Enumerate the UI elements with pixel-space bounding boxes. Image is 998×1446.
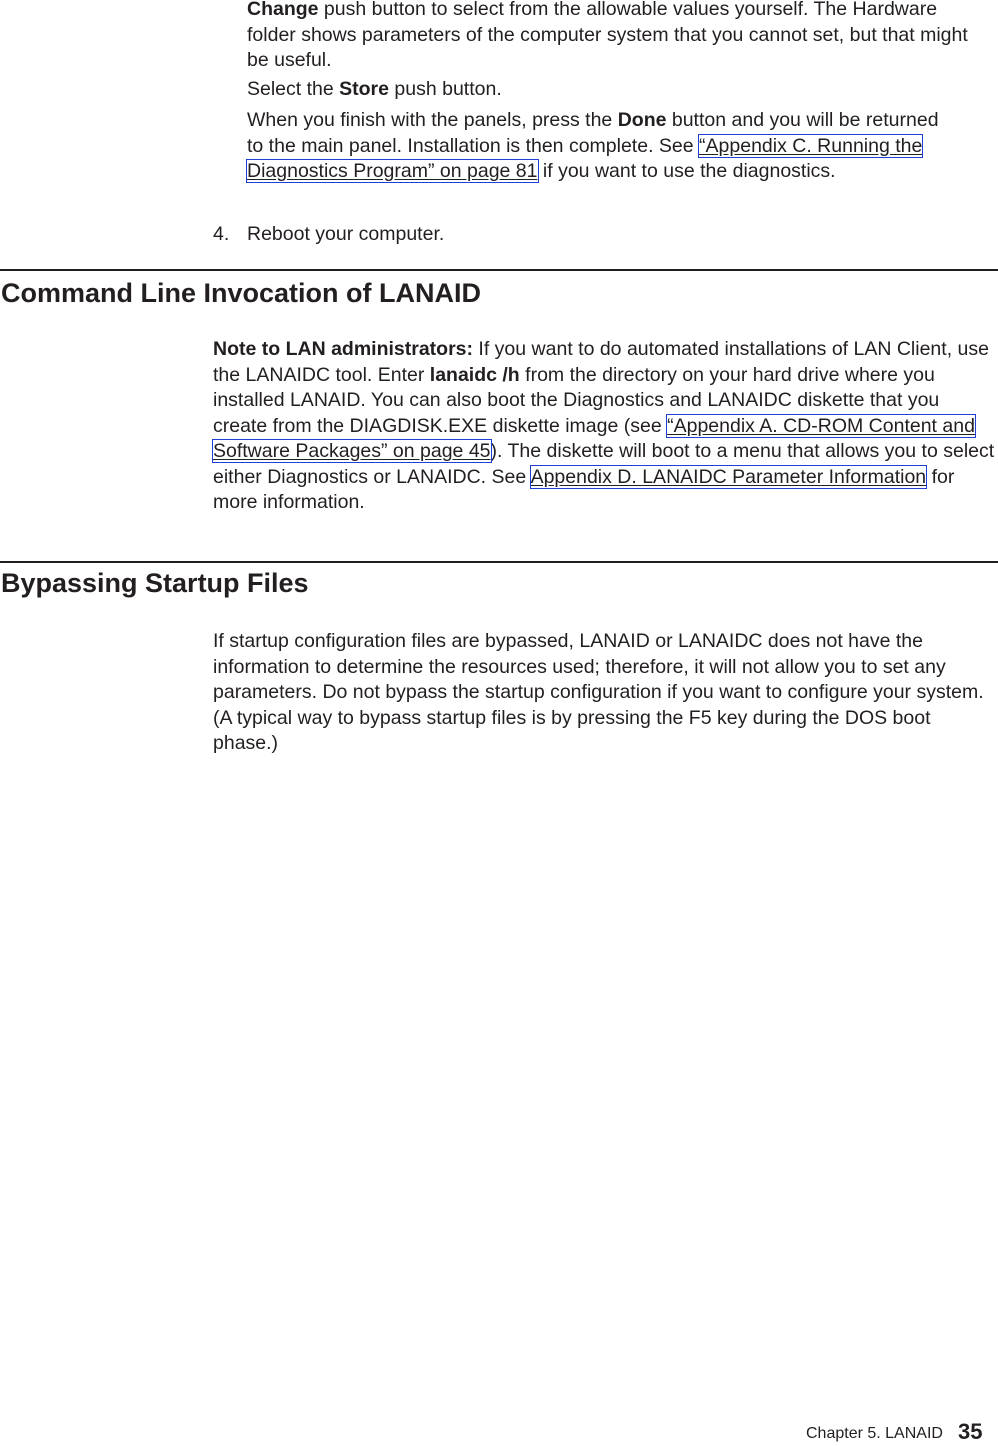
- appendix-a-link[interactable]: “Appendix A. CD-ROM Content and Software Packages” on page 45: [213, 414, 975, 462]
- note-text-2: from the directory on your hard drive where you installed LANAID. You can also boot the Diagnostics and LANAIDC diskette that you create from the DIAGDISK.EXE diskette image (see: [213, 363, 940, 437]
- lan-admin-note-paragraph: [213, 337, 996, 516]
- step-4-number: 4.: [213, 223, 230, 245]
- done-text-after: if you want to use the diagnostics.: [537, 160, 836, 182]
- appendix-c-link[interactable]: “Appendix C. Running the Diagnostics Program” on page 81: [247, 134, 923, 182]
- change-paragraph: [247, 0, 987, 74]
- store-label: Store: [339, 78, 389, 100]
- section-rule-cli: [0, 269, 998, 271]
- appendix-d-link[interactable]: Appendix D. LANAIDC Parameter Information: [530, 465, 927, 488]
- done-label: Done: [617, 109, 667, 131]
- change-text: push button to select from the allowable values yourself. The Hardware folder shows parameters of the computer system that you cannot set, but that might be useful.: [247, 0, 968, 71]
- footer-chapter-title: Chapter 5. LANAID: [806, 1425, 943, 1442]
- note-text-1: If you want to do automated installations of LAN Client, use the LANAIDC tool. Enter: [213, 338, 989, 386]
- done-text-before: When you finish with the panels, press the: [247, 109, 618, 131]
- bypass-paragraph: If startup configuration files are bypassed, LANAID or LANAIDC does not have the information to determine the resources used; therefore, it will not allow you to set any parameters. Do not bypass the startup configuration if you want to configure your system. (A typical way to bypass startup files is by pressing the F5 key during the DOS boot phase.): [213, 630, 984, 754]
- store-text-before: Select the: [247, 78, 340, 100]
- heading-command-line-invocation: Command Line Invocation of LANAID: [1, 278, 482, 308]
- done-paragraph: [247, 108, 947, 185]
- done-text-middle: button and you will be returned to the main panel. Installation is then complete. See: [247, 109, 939, 157]
- section-rule-bypass: [0, 561, 998, 563]
- heading-bypassing-startup-files: Bypassing Startup Files: [1, 568, 309, 598]
- store-text-after: push button.: [389, 78, 502, 100]
- store-paragraph: [247, 77, 987, 103]
- lan-admin-note-label: Note to LAN administrators:: [213, 338, 474, 360]
- step-4-text: Reboot your computer.: [247, 223, 445, 245]
- lanaidc-command: lanaidc /h: [429, 363, 520, 386]
- note-text-3: ). The diskette will boot to a menu that allows you to select either Diagnostics or LANAIDC. See: [213, 440, 995, 488]
- step-4: [213, 222, 973, 248]
- note-text-4: for more information.: [213, 465, 955, 513]
- change-label: Change: [247, 0, 319, 20]
- footer-page-number: 35: [958, 1419, 983, 1444]
